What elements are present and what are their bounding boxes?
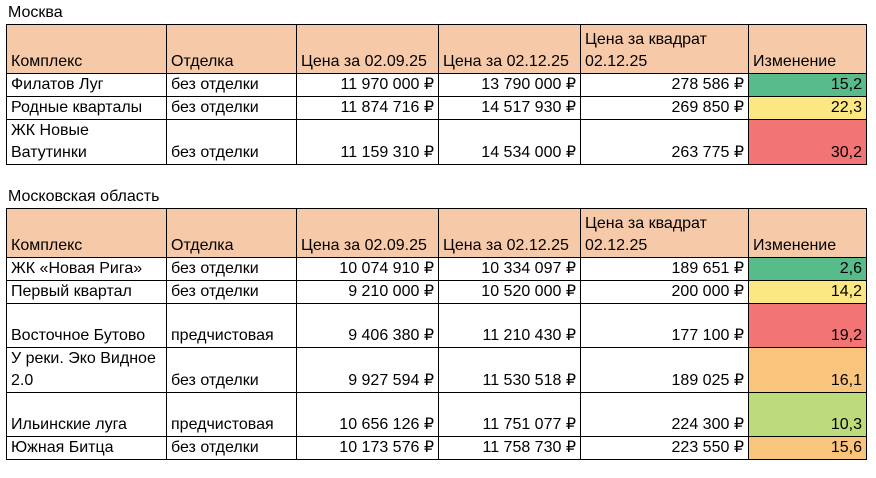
cell-complex: Ильинские луга — [7, 393, 167, 437]
cell-finish: без отделки — [167, 437, 297, 460]
cell-price-sep: 9 210 000 ₽ — [297, 281, 439, 304]
table-row — [7, 437, 867, 460]
header-price-sep: Цена за 02.09.25 — [297, 209, 439, 258]
cell-change: 14,2 — [749, 281, 867, 304]
cell-change: 10,3 — [749, 393, 867, 437]
table-header-row — [7, 209, 867, 258]
cell-price-sqm: 189 025 ₽ — [581, 348, 749, 393]
header-complex: Комплекс — [7, 25, 167, 74]
cell-price-dec: 11 758 730 ₽ — [439, 437, 581, 460]
header-price-sqm: Цена за квадрат 02.12.25 — [581, 209, 749, 258]
cell-change: 16,1 — [749, 348, 867, 393]
moscow-price-table — [6, 24, 867, 165]
cell-price-sqm: 224 300 ₽ — [581, 393, 749, 437]
table-header-row — [7, 25, 867, 74]
cell-finish: предчистовая — [167, 393, 297, 437]
table-row — [7, 258, 867, 281]
cell-price-sqm: 177 100 ₽ — [581, 304, 749, 348]
cell-complex: ЖК «Новая Рига» — [7, 258, 167, 281]
header-price-dec: Цена за 02.12.25 — [439, 25, 581, 74]
cell-price-sep: 9 927 594 ₽ — [297, 348, 439, 393]
cell-complex: У реки. Эко Видное 2.0 — [7, 348, 167, 393]
cell-price-dec: 11 751 077 ₽ — [439, 393, 581, 437]
cell-complex: Южная Битца — [7, 437, 167, 460]
header-price-sep: Цена за 02.09.25 — [297, 25, 439, 74]
cell-finish: без отделки — [167, 74, 297, 97]
header-price-dec: Цена за 02.12.25 — [439, 209, 581, 258]
table-row — [7, 348, 867, 393]
cell-price-sqm: 278 586 ₽ — [581, 74, 749, 97]
cell-change: 19,2 — [749, 304, 867, 348]
section-title-region: Московская область — [8, 188, 160, 205]
cell-complex: Родные кварталы — [7, 97, 167, 120]
cell-price-dec: 10 334 097 ₽ — [439, 258, 581, 281]
cell-price-dec: 11 530 518 ₽ — [439, 348, 581, 393]
header-change: Изменение — [749, 25, 867, 74]
header-complex: Комплекс — [7, 209, 167, 258]
cell-price-sep: 10 074 910 ₽ — [297, 258, 439, 281]
cell-price-sqm: 200 000 ₽ — [581, 281, 749, 304]
cell-change: 30,2 — [749, 120, 867, 165]
cell-price-dec: 13 790 000 ₽ — [439, 74, 581, 97]
cell-price-sqm: 189 651 ₽ — [581, 258, 749, 281]
table-row — [7, 304, 867, 348]
cell-finish: без отделки — [167, 97, 297, 120]
cell-change: 22,3 — [749, 97, 867, 120]
table-row — [7, 74, 867, 97]
cell-price-sqm: 263 775 ₽ — [581, 120, 749, 165]
cell-price-sep: 11 159 310 ₽ — [297, 120, 439, 165]
cell-finish: без отделки — [167, 281, 297, 304]
section-title-moscow: Москва — [8, 4, 63, 21]
cell-price-sqm: 223 550 ₽ — [581, 437, 749, 460]
cell-finish: без отделки — [167, 120, 297, 165]
region-price-table — [6, 208, 867, 460]
table-row — [7, 281, 867, 304]
cell-price-dec: 11 210 430 ₽ — [439, 304, 581, 348]
table-row — [7, 393, 867, 437]
cell-price-sep: 10 173 576 ₽ — [297, 437, 439, 460]
header-price-sqm: Цена за квадрат 02.12.25 — [581, 25, 749, 74]
cell-price-sep: 9 406 380 ₽ — [297, 304, 439, 348]
cell-price-sep: 11 874 716 ₽ — [297, 97, 439, 120]
cell-complex: ЖК Новые Ватутинки — [7, 120, 167, 165]
header-finish: Отделка — [167, 25, 297, 74]
header-finish: Отделка — [167, 209, 297, 258]
cell-complex: Восточное Бутово — [7, 304, 167, 348]
header-change: Изменение — [749, 209, 867, 258]
cell-complex: Филатов Луг — [7, 74, 167, 97]
cell-finish: без отделки — [167, 258, 297, 281]
cell-complex: Первый квартал — [7, 281, 167, 304]
cell-price-dec: 14 534 000 ₽ — [439, 120, 581, 165]
cell-price-sep: 11 970 000 ₽ — [297, 74, 439, 97]
cell-price-sep: 10 656 126 ₽ — [297, 393, 439, 437]
cell-change: 15,6 — [749, 437, 867, 460]
table-row — [7, 120, 867, 165]
cell-price-dec: 14 517 930 ₽ — [439, 97, 581, 120]
cell-price-dec: 10 520 000 ₽ — [439, 281, 581, 304]
cell-finish: предчистовая — [167, 304, 297, 348]
cell-finish: без отделки — [167, 348, 297, 393]
table-row — [7, 97, 867, 120]
cell-change: 15,2 — [749, 74, 867, 97]
cell-change: 2,6 — [749, 258, 867, 281]
cell-price-sqm: 269 850 ₽ — [581, 97, 749, 120]
